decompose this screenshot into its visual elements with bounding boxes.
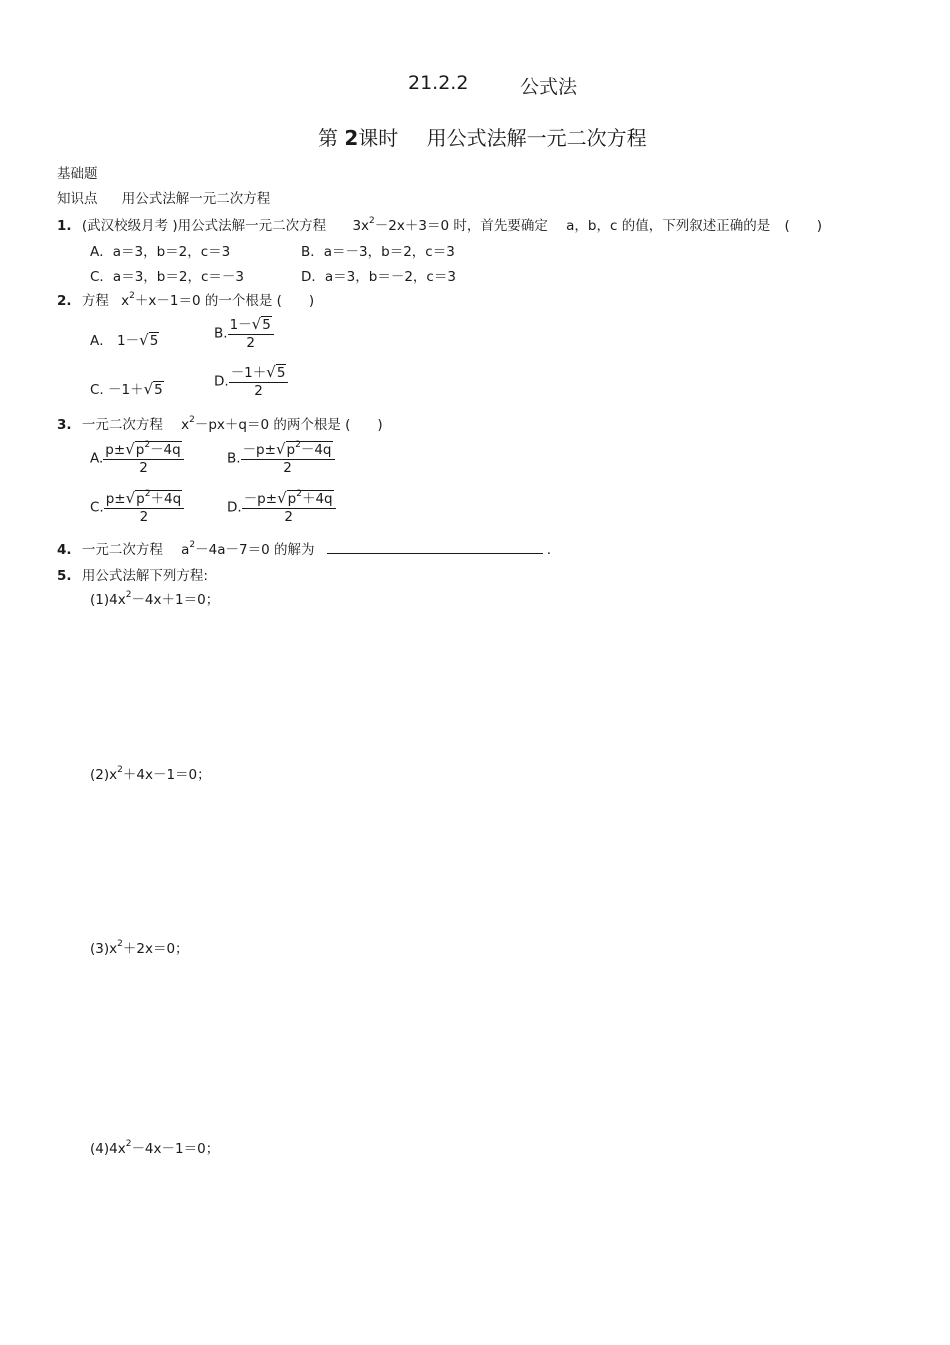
fraction: $\frac{1-√5}{2}$	[228, 316, 274, 351]
question-text: 用公式法解下列方程:	[81, 568, 208, 584]
fraction: $\frac{p\pm√p^2+4q}{2}$	[104, 490, 184, 525]
question-3-stem	[57, 413, 383, 433]
option-d: D. $\frac{-1+√5}{2}$	[214, 364, 288, 399]
option-d: D. $\frac{-p\pm√p^2+4q}{2}$	[227, 490, 336, 525]
option-c: C. －1＋√5	[90, 380, 163, 398]
knowledge-point-text: 用公式法解一元二次方程	[121, 191, 271, 207]
sub-question-3: $(3)x^2+2x=0$；	[90, 939, 189, 957]
knowledge-point	[57, 187, 270, 207]
radical: √5	[143, 380, 163, 398]
question-number: 4.	[57, 542, 72, 558]
question-source: (武汉校级月考 )用公式法解一元二次方程	[81, 218, 327, 234]
lesson-prefix: 第	[318, 126, 338, 150]
option-a: A. $\frac{p\pm√p^2-4q}{2}$	[90, 441, 184, 476]
sub-question-4: $(4)4x^2-4x-1=0$；	[90, 1139, 220, 1157]
fraction: $\frac{-p\pm√p^2-4q}{2}$	[241, 441, 335, 476]
option-c: C．a＝3，b＝2，c＝－3	[90, 269, 244, 285]
fraction: $\frac{p\pm√p^2-4q}{2}$	[103, 441, 183, 476]
equation: $x^2+x-1=0$ 的一个根是 ( )	[121, 291, 315, 309]
question-tail: a，b，c 的值，下列叙述正确的是	[566, 218, 771, 234]
level-label: 基础题	[57, 166, 98, 182]
question-number: 5.	[57, 568, 72, 584]
option-b: B. $\frac{1-√5}{2}$	[214, 316, 274, 351]
sub-question-1: $(1)4x^2-4x+1=0$；	[90, 590, 220, 608]
option-d: D．a＝3，b＝－2，c＝3	[301, 269, 456, 285]
question-text: 一元二次方程	[81, 417, 163, 433]
lesson-heading	[318, 122, 647, 151]
equation: $a^2-4a-7=0$ 的解为	[181, 540, 315, 558]
section-number: 21.2.2	[408, 72, 469, 94]
question-number: 1.	[57, 218, 72, 234]
lesson-title: 用公式法解一元二次方程	[426, 126, 647, 150]
option-a: A．a＝3，b＝2，c＝3	[90, 244, 231, 260]
sub-question-2: $(2)x^2+4x-1=0$；	[90, 765, 211, 783]
question-text: 一元二次方程	[81, 542, 163, 558]
section-title: 公式法	[520, 76, 578, 98]
question-text: 方程	[81, 293, 109, 309]
question-4-stem: 4. 一元二次方程 $a^2-4a-7=0$ 的解为 .	[57, 540, 552, 558]
answer-parens: ( )	[784, 218, 823, 234]
question-2-stem	[57, 289, 314, 309]
answer-blank[interactable]	[327, 542, 543, 554]
option-a: A． 1－√5	[90, 331, 159, 349]
fraction: $\frac{-1+√5}{2}$	[229, 364, 289, 399]
equation: $x^2-px+q=0$ 的两个根是 ( )	[181, 415, 383, 433]
fraction: $\frac{-p\pm√p^2+4q}{2}$	[242, 490, 336, 525]
option-b: B．a＝－3，b＝2，c＝3	[301, 244, 455, 260]
question-1-stem	[57, 214, 822, 234]
option-b: B. $\frac{-p\pm√p^2-4q}{2}$	[227, 441, 335, 476]
question-number: 3.	[57, 417, 72, 433]
question-number: 2.	[57, 293, 72, 309]
lesson-number: 2	[344, 126, 359, 150]
question-5-stem	[57, 564, 208, 584]
knowledge-point-label: 知识点	[57, 191, 98, 207]
equation: $3x^2-2x+3=0$ 时，首先要确定	[352, 216, 548, 234]
lesson-suffix: 课时	[358, 126, 399, 150]
radical: √5	[139, 331, 159, 349]
option-c: C. $\frac{p\pm√p^2+4q}{2}$	[90, 490, 184, 525]
